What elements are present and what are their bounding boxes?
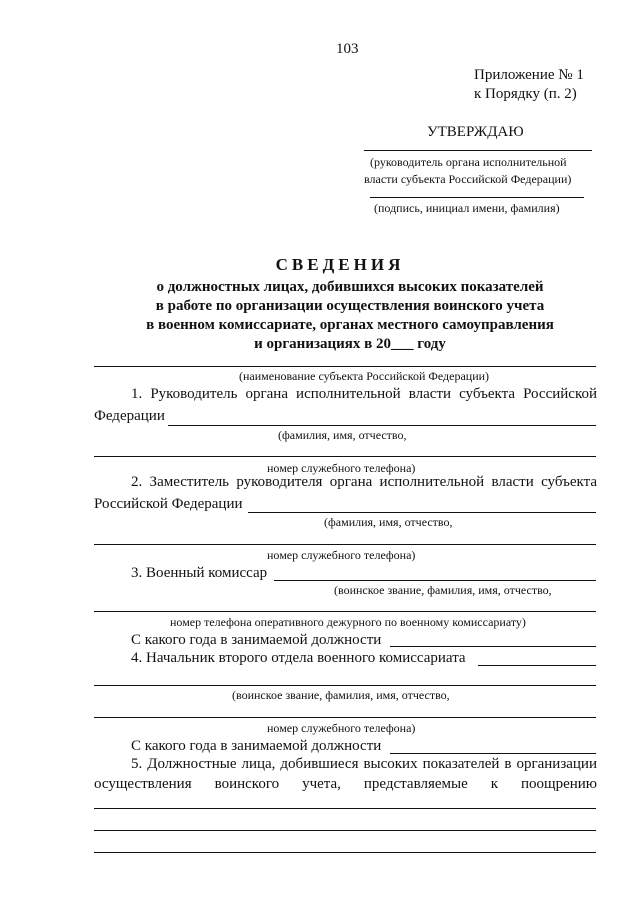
item5-line-2: осуществления воинского учета, представляемые к поощрению <box>94 776 597 792</box>
item4-since-line <box>390 753 596 754</box>
item2-line-1: 2. Заместитель руководителя органа исполнительной власти субъекта <box>131 474 597 490</box>
approve-word: УТВЕРЖДАЮ <box>427 124 524 140</box>
item4-line-1: 4. Начальник второго отдела военного комиссариата <box>131 650 466 666</box>
approver-caption-2: власти субъекта Российской Федерации) <box>364 172 572 186</box>
subject-caption: (наименование субъекта Российской Федерации) <box>239 369 490 383</box>
item5-line-1: 5. Должностные лица, добившиеся высоких показателей в организации <box>131 756 597 772</box>
item2-caption-2: номер служебного телефона) <box>267 548 416 562</box>
item4-caption-2: номер служебного телефона) <box>267 721 416 735</box>
item4-fill-line <box>478 665 596 666</box>
item4-caption-1: (воинское звание, фамилия, имя, отчество, <box>232 688 450 702</box>
item1-fill-line <box>168 425 596 426</box>
approver-signature-caption: (подпись, инициал имени, фамилия) <box>374 201 560 215</box>
item5-fill-line-2 <box>94 830 596 831</box>
title-line-2: в работе по организации осуществления воинского учета <box>155 298 545 314</box>
item1-line-1: 1. Руководитель органа исполнительной власти субъекта Российской <box>131 386 597 402</box>
item2-fill-line <box>248 512 596 513</box>
title-line-1: о должностных лицах, добившихся высоких показателей <box>156 279 544 295</box>
item1-line-2: Федерации <box>94 408 165 424</box>
page-number: 103 <box>336 41 359 57</box>
appendix-line-1: Приложение № 1 <box>474 67 584 83</box>
item3-since-label: С какого года в занимаемой должности <box>131 632 382 648</box>
item2-fill-line-2 <box>94 544 596 545</box>
item2-caption-1: (фамилия, имя, отчество, <box>324 515 453 529</box>
item2-line-2: Российской Федерации <box>94 496 243 512</box>
approver-signature-line <box>370 197 584 198</box>
item1-fill-line-2 <box>94 456 596 457</box>
title-line-3: в военном комиссариате, органах местного самоуправления <box>146 317 554 333</box>
subject-line <box>94 366 596 367</box>
document-heading: СВЕДЕНИЯ <box>275 255 405 274</box>
approver-position-line <box>364 150 592 151</box>
item4-since-label: С какого года в занимаемой должности <box>131 738 382 754</box>
item3-fill-line-2 <box>94 611 596 612</box>
item1-caption-1: (фамилия, имя, отчество, <box>278 428 407 442</box>
item5-fill-line-1 <box>94 808 596 809</box>
item3-caption-1: (воинское звание, фамилия, имя, отчество, <box>334 583 552 597</box>
approver-caption-1: (руководитель органа исполнительной <box>370 155 567 169</box>
item3-caption-2: номер телефона оперативного дежурного по военному комиссариату) <box>170 615 526 629</box>
item3-line-1: 3. Военный комиссар <box>131 565 268 581</box>
item3-fill-line <box>274 580 596 581</box>
item3-since-line <box>390 646 596 647</box>
title-line-4: и организациях в 20___ году <box>254 336 446 352</box>
item4-fill-line-3 <box>94 717 596 718</box>
item1-caption-2: номер служебного телефона) <box>267 461 416 475</box>
appendix-line-2: к Порядку (п. 2) <box>474 86 577 102</box>
item5-fill-line-3 <box>94 852 596 853</box>
item4-fill-line-2 <box>94 685 596 686</box>
